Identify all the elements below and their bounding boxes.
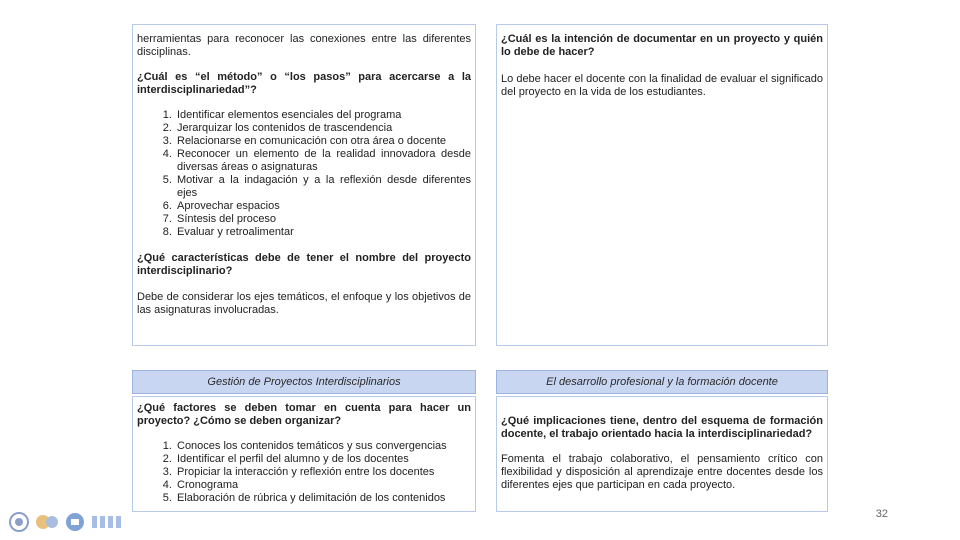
implications-question: ¿Qué implicaciones tiene, dentro del esquema de formación docente, el trabajo orientado hacia la interdisciplinariedad? xyxy=(501,415,823,440)
list-item: 1. Conoces los contenidos temáticos y sus convergencias xyxy=(175,440,471,453)
list-item: 4. Cronograma xyxy=(175,479,471,492)
page-number: 32 xyxy=(875,508,888,520)
name-answer: Debe de considerar los ejes temáticos, el enfoque y los objetivos de las asignaturas involucradas. xyxy=(137,291,471,316)
footer-logos xyxy=(8,510,124,534)
top-right-card xyxy=(496,24,828,346)
list-item: 3. Propiciar la interacción y reflexión entre los docentes xyxy=(175,466,471,479)
section-header-development xyxy=(496,370,828,394)
implications-answer: Fomenta el trabajo colaborativo, el pensamiento crítico con flexibilidad y disposición al aprendizaje entre docentes desde los diferentes ejes que participan en cada proyecto. xyxy=(501,453,823,491)
top-left-card xyxy=(132,24,476,346)
anniversary-logo-icon xyxy=(34,511,60,533)
university-seal-icon xyxy=(8,511,30,533)
institution-badge-icon xyxy=(64,511,86,533)
documentation-question: ¿Cuál es la intención de documentar en un proyecto y quién lo debe de hacer? xyxy=(501,33,823,58)
method-steps-list xyxy=(137,109,471,239)
factors-steps-list xyxy=(137,440,471,505)
list-item: 1. Identificar elementos esenciales del programa xyxy=(175,109,471,122)
bottom-left-card xyxy=(132,396,476,512)
section-header-development-label: El desarrollo profesional y la formación docente xyxy=(546,376,778,388)
name-question: ¿Qué características debe de tener el nombre del proyecto interdisciplinario? xyxy=(137,252,471,277)
list-item: 2. Identificar el perfil del alumno y de los docentes xyxy=(175,453,471,466)
list-item: 2. Jerarquizar los contenidos de trascendencia xyxy=(175,122,471,135)
bottom-right-card xyxy=(496,396,828,512)
intro-text: herramientas para reconocer las conexiones entre las diferentes disciplinas. xyxy=(137,33,471,58)
list-item: 6. Aprovechar espacios xyxy=(175,200,471,213)
list-item: 8. Evaluar y retroalimentar xyxy=(175,226,471,239)
list-item: 4. Reconocer un elemento de la realidad innovadora desde diversas áreas o asignaturas xyxy=(175,148,471,174)
documentation-answer: Lo debe hacer el docente con la finalidad de evaluar el significado del proyecto en la vida de los estudiantes. xyxy=(501,73,823,98)
brand-wordmark-icon xyxy=(90,511,124,533)
list-item: 7. Síntesis del proceso xyxy=(175,213,471,226)
list-item: 5. Motivar a la indagación y a la reflexión desde diferentes ejes xyxy=(175,174,471,200)
factors-question: ¿Qué factores se deben tomar en cuenta para hacer un proyecto? ¿Cómo se deben organizar? xyxy=(137,402,471,427)
section-header-projects-label: Gestión de Proyectos Interdisciplinarios xyxy=(207,376,401,388)
list-item: 3. Relacionarse en comunicación con otra área o docente xyxy=(175,135,471,148)
section-header-projects xyxy=(132,370,476,394)
method-question: ¿Cuál es “el método” o “los pasos” para acercarse a la interdisciplinariedad”? xyxy=(137,71,471,96)
list-item: 5. Elaboración de rúbrica y delimitación de los contenidos xyxy=(175,492,471,505)
